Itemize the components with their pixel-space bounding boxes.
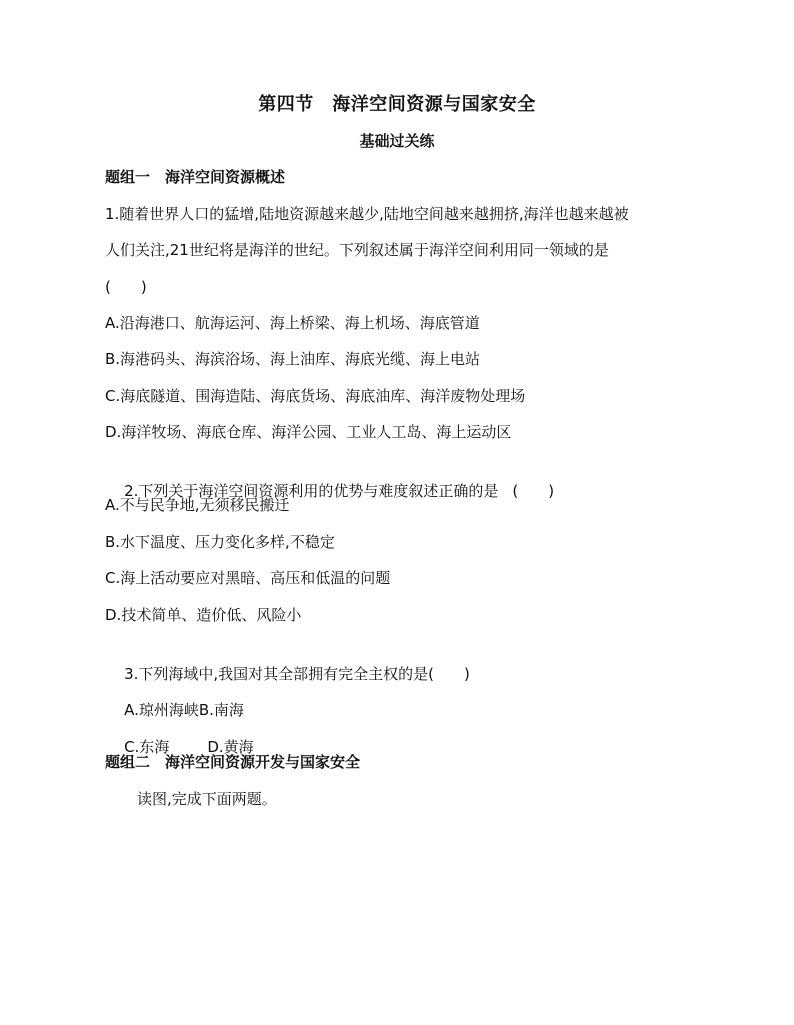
question-2-stem-text: 2.下列关于海洋空间资源利用的优势与难度叙述正确的是: [124, 482, 499, 500]
question-2-answer-paren: ( ): [512, 482, 555, 500]
question-1-stem-line-1: 1.随着世界人口的猛增,陆地资源越来越少,陆地空间越来越拥挤,海洋也越来越被: [105, 205, 629, 223]
question-3-option-d: D.黄海: [207, 738, 254, 756]
group-heading-1: 题组一 海洋空间资源概述: [105, 168, 286, 186]
question-1-option-d: D.海洋牧场、海底仓库、海洋公园、工业人工岛、海上运动区: [105, 423, 512, 441]
question-3-answer-paren: ( ): [428, 665, 470, 683]
group-heading-2: 题组二 海洋空间资源开发与国家安全: [105, 753, 361, 771]
section-title: 第四节 海洋空间资源与国家安全: [258, 94, 536, 115]
question-3-stem-text: 3.下列海域中,我国对其全部拥有完全主权的是: [124, 665, 429, 683]
reading-instruction: 读图,完成下面两题。: [137, 790, 277, 808]
question-1-stem-line-2: 人们关注,21世纪将是海洋的世纪。下列叙述属于海洋空间利用同一领域的是: [105, 241, 609, 259]
question-2-option-b: B.水下温度、压力变化多样,不稳定: [105, 533, 335, 551]
question-2-option-a: A.不与民争地,无须移民搬迁: [105, 496, 290, 514]
question-2-option-c: C.海上活动要应对黑暗、高压和低温的问题: [105, 569, 391, 587]
question-1-option-b: B.海港码头、海滨浴场、海上油库、海底光缆、海上电站: [105, 350, 481, 368]
question-2-option-d: D.技术简单、造价低、风险小: [105, 606, 302, 624]
question-1-option-a: A.沿海港口、航海运河、海上桥梁、海上机场、海底管道: [105, 314, 480, 332]
question-3-option-a: A.琼州海峡: [124, 701, 199, 719]
question-3-option-c: C.东海: [124, 738, 170, 756]
question-1-answer-paren: ( ): [105, 278, 147, 296]
question-1-option-c: C.海底隧道、围海造陆、海底货场、海底油库、海洋废物处理场: [105, 387, 526, 405]
section-subtitle: 基础过关练: [359, 132, 435, 150]
question-3-option-b: B.南海: [198, 701, 244, 719]
